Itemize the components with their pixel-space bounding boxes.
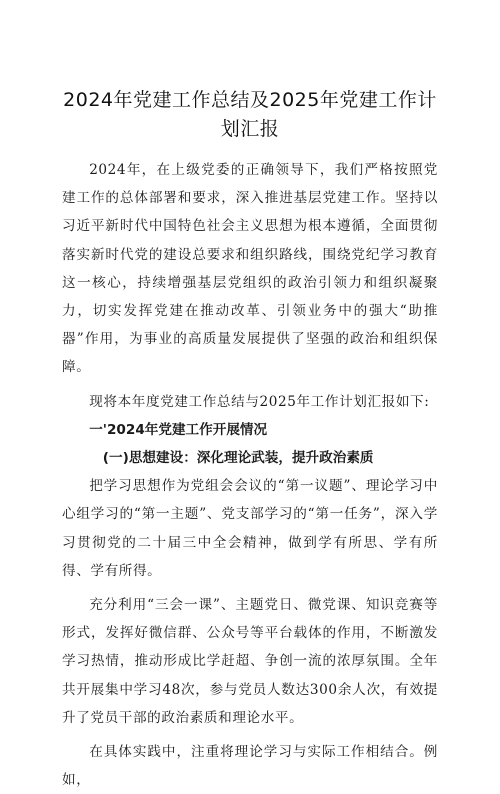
report-intro-paragraph: 现将本年度党建工作总结与2025年工作计划汇报如下: xyxy=(89,393,430,410)
document-title xyxy=(62,86,438,144)
title-line-2: 划汇报 xyxy=(220,118,280,140)
body-paragraph-1: 把学习思想作为党组会会议的“第一议题”、理论学习中心组学习的“第一主题”、党支部学习的“第一任务”，深入学习贯彻党的二十届三中全会精神，做到学有所思、学有所得、学有所得。 xyxy=(62,478,438,579)
body-paragraph-3: 在具体实践中，注重将理论学习与实际工作相结合。例如， xyxy=(62,744,438,789)
section-heading-1: 一'2024年党建工作开展情况 xyxy=(89,421,268,438)
subsection-heading-1: (一)思想建设：深化理论武装，提升政治素质 xyxy=(102,450,374,467)
body-paragraph-2: 充分利用“三会一课”、主题党日、微党课、知识竞赛等形式，发挥好微信群、公众号等平台载体的作用，不断激发学习热情，推动形成比学赶超、争创一流的浓厚氛围。全年共开展集中学习48次，参与党员人数达300余人次，有效提升了党员干部的政治素质和理论水平。 xyxy=(62,597,438,726)
title-line-1: 2024年党建工作总结及2025年党建工作计 xyxy=(63,89,437,111)
intro-paragraph: 2024年，在上级党委的正确领导下，我们严格按照党建工作的总体部署和要求，深入推进基层党建工作。坚持以习近平新时代中国特色社会主义思想为根本遵循，全面贯彻落实新时代党的建设总要求和组织路线，围绕党纪学习教育这一核心，持续增强基层党组织的政治引领力和组织凝聚力，切实发挥党建在推动改革、引领业务中的强大“助推器”作用，为事业的高质量发展提供了坚强的政治和组织保障。 xyxy=(62,162,438,376)
